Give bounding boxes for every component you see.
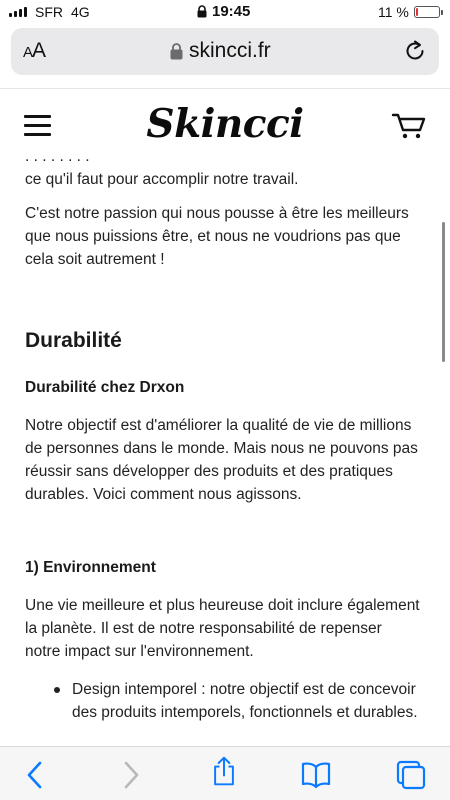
status-bar	[0, 0, 450, 24]
clipped-text-line: . . . . . . . .	[25, 148, 90, 165]
reload-icon[interactable]	[403, 39, 427, 63]
paragraph: Une vie meilleure et plus heureuse doit inclure également la planète. Il est de notre responsabilité de repenser notre impact sur l'environnement.	[25, 597, 420, 660]
address-bar[interactable]	[11, 28, 439, 75]
battery-icon	[414, 6, 440, 18]
section-heading: Durabilité	[25, 329, 122, 352]
battery-percentage: 11 %	[378, 4, 409, 20]
browser-toolbar	[0, 746, 450, 800]
lock-icon	[170, 42, 183, 60]
paragraph: Notre objectif est d'améliorer la qualité de vie de millions de personnes dans le monde. Mais nous ne pouvons pas réussir sans développer des produits et des pratiques durables. Voici comment nous agissons.	[25, 417, 418, 503]
tabs-icon[interactable]	[395, 759, 427, 791]
orientation-lock-icon	[197, 5, 207, 18]
list-item: Design intemporel : notre objectif est de concevoir des produits intemporels, fonctionnels et durables.	[25, 678, 420, 724]
network-type: 4G	[71, 4, 90, 20]
page-scrollbar[interactable]	[442, 222, 445, 362]
url-text[interactable]: skincci.fr	[189, 39, 271, 62]
bullet-list	[25, 678, 420, 724]
subheading: 1) Environnement	[25, 559, 156, 576]
paragraph: C'est notre passion qui nous pousse à être les meilleurs que nous puissions être, et nous ne voudrions pas que cela soit autrement !	[25, 205, 409, 268]
battery-level	[416, 8, 418, 16]
back-icon[interactable]	[20, 759, 52, 791]
signal-strength-icon	[9, 7, 27, 17]
paragraph: ce qu'il faut pour accomplir notre travail.	[25, 171, 299, 188]
carrier-name: SFR	[35, 4, 63, 20]
site-logo[interactable]: Skincci	[146, 101, 304, 147]
cart-icon[interactable]	[392, 111, 426, 141]
bookmarks-icon[interactable]	[300, 759, 332, 791]
text-size-button[interactable]: AA	[23, 39, 46, 62]
subheading: Durabilité chez Drxon	[25, 379, 185, 396]
article-content	[25, 148, 420, 746]
share-icon[interactable]	[208, 755, 240, 787]
clock: 19:45	[212, 3, 251, 20]
forward-icon[interactable]	[115, 759, 147, 791]
